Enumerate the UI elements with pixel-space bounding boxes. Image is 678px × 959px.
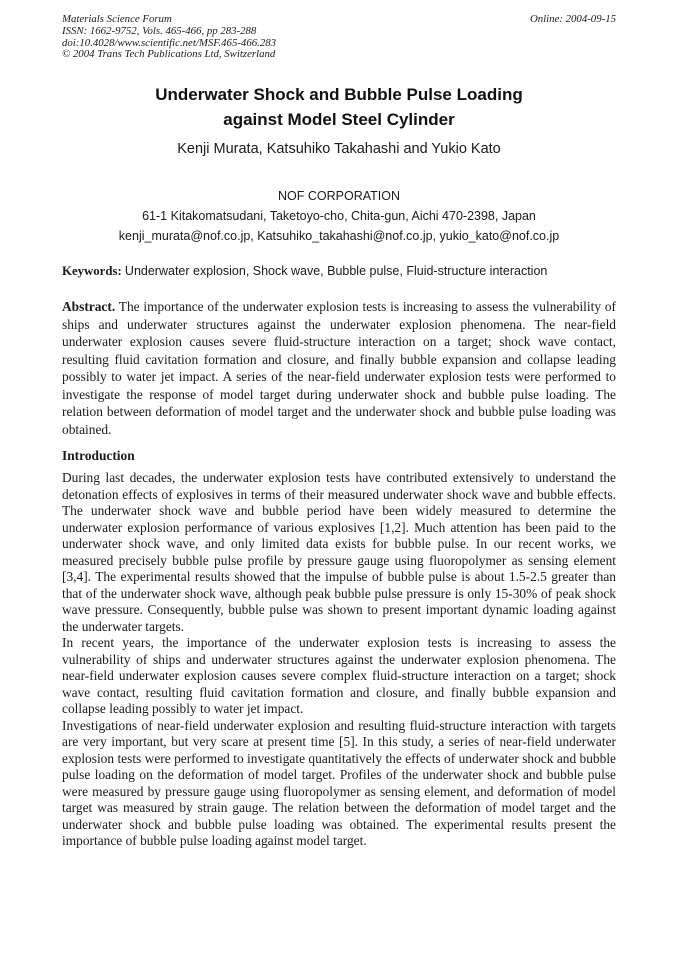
keywords-label: Keywords: [62, 264, 122, 279]
issn-line: ISSN: 1662-9752, Vols. 465-466, pp 283-288 [62, 24, 257, 37]
abstract-paragraph [62, 298, 616, 438]
introduction-paragraph-1: During last decades, the underwater explosion tests have contributed extensively to understand the detonation effects of explosives in terms of their measured underwater shock wave and bubble effects. The underwater shock wave and bubble period have been widely measured to determine the underwater explosion performance of various explosives [1,2]. Much attention has been paid to the underwater shock wave, and only limited data exists for bubble pulse. In our recent works, we measured precisely bubble pulse profile by pressure gauge using fluoropolymer as sensing element [3,4]. The experimental results showed that the impulse of bubble pulse is about 1.5-2.5 greater than that of the underwater shock wave, although peak bubble pulse pressure is only 15-30% of peak shock wave pressure. Consequently, bubble pulse was shown to present important dynamic loading against the underwater targets. [62, 470, 616, 634]
section-heading-introduction: Introduction [62, 448, 135, 464]
affiliation-name: NOF CORPORATION [278, 189, 400, 204]
paper-title-line1: Underwater Shock and Bubble Pulse Loading [155, 85, 523, 105]
introduction-paragraph-2: In recent years, the importance of the underwater explosion tests is increasing to assess the vulnerability of ships and underwater structures against the underwater explosion phenomena. The near-field underwater explosion causes severe complex fluid-structure interaction on a target; shock wave contact, resulting fluid cavitation formation and closure, and finally bubble expansion and collapse leading possibly to water jet impact. [62, 635, 616, 717]
journal-header-left [62, 14, 276, 61]
doi-line: doi:10.4028/www.scientific.net/MSF.465-466.283 [62, 36, 277, 49]
copyright-line: © 2004 Trans Tech Publications Ltd, Switzerland [62, 48, 276, 61]
introduction-section [62, 447, 616, 850]
paper-title [62, 82, 616, 132]
online-date: Online: 2004-09-15 [529, 13, 616, 25]
journal-header [62, 14, 616, 61]
abstract-label: Abstract. [62, 299, 116, 315]
affiliation-address: 61-1 Kitakomatsudani, Taketoyo-cho, Chita-gun, Aichi 470-2398, Japan [142, 209, 536, 224]
paper-title-line2: against Model Steel Cylinder [223, 110, 455, 130]
affiliation-block [62, 186, 616, 246]
abstract-text: The importance of the underwater explosion tests is increasing to assess the vulnerability of ships and underwater structures against the underwater explosion phenomena. The near-field underwater explosion causes severe fluid-structure interaction on a target; shock wave contact, resulting fluid cavitation formation and closure, and finally bubble expansion and collapse leading possibly to water jet impact. A series of the near-field underwater explosion tests were performed to investigate the response of model target during underwater shock and bubble pulse loading. The relation between deformation of model target and the underwater shock and bubble pulse loading was obtained. [62, 299, 617, 437]
keywords-line [62, 263, 616, 280]
authors-line: Kenji Murata, Katsuhiko Takahashi and Yukio Kato [177, 141, 501, 158]
author-emails: kenji_murata@nof.co.jp, Katsuhiko_takahashi@nof.co.jp, yukio_kato@nof.co.jp [118, 229, 560, 244]
keywords-text: Underwater explosion, Shock wave, Bubble pulse, Fluid-structure interaction [124, 264, 548, 279]
journal-title: Materials Science Forum [62, 13, 172, 25]
introduction-paragraph-3: Investigations of near-field underwater explosion and resulting fluid-structure interaction with targets are very important, but very scare at present time [5]. In this study, a series of near-field underwater explosion tests were performed to investigate quantitatively the effects of underwater shock and bubble pulse loading on the deformation of model target. Profiles of the underwater shock and bubble pulse were measured by pressure gauge using fluoropolymer as sensing element, and deformation of model target was measured by strain gauge. The relation between the deformation of model target and the underwater shock and bubble pulse loading was obtained. The experimental results present the importance of bubble pulse loading against model target. [62, 717, 616, 849]
